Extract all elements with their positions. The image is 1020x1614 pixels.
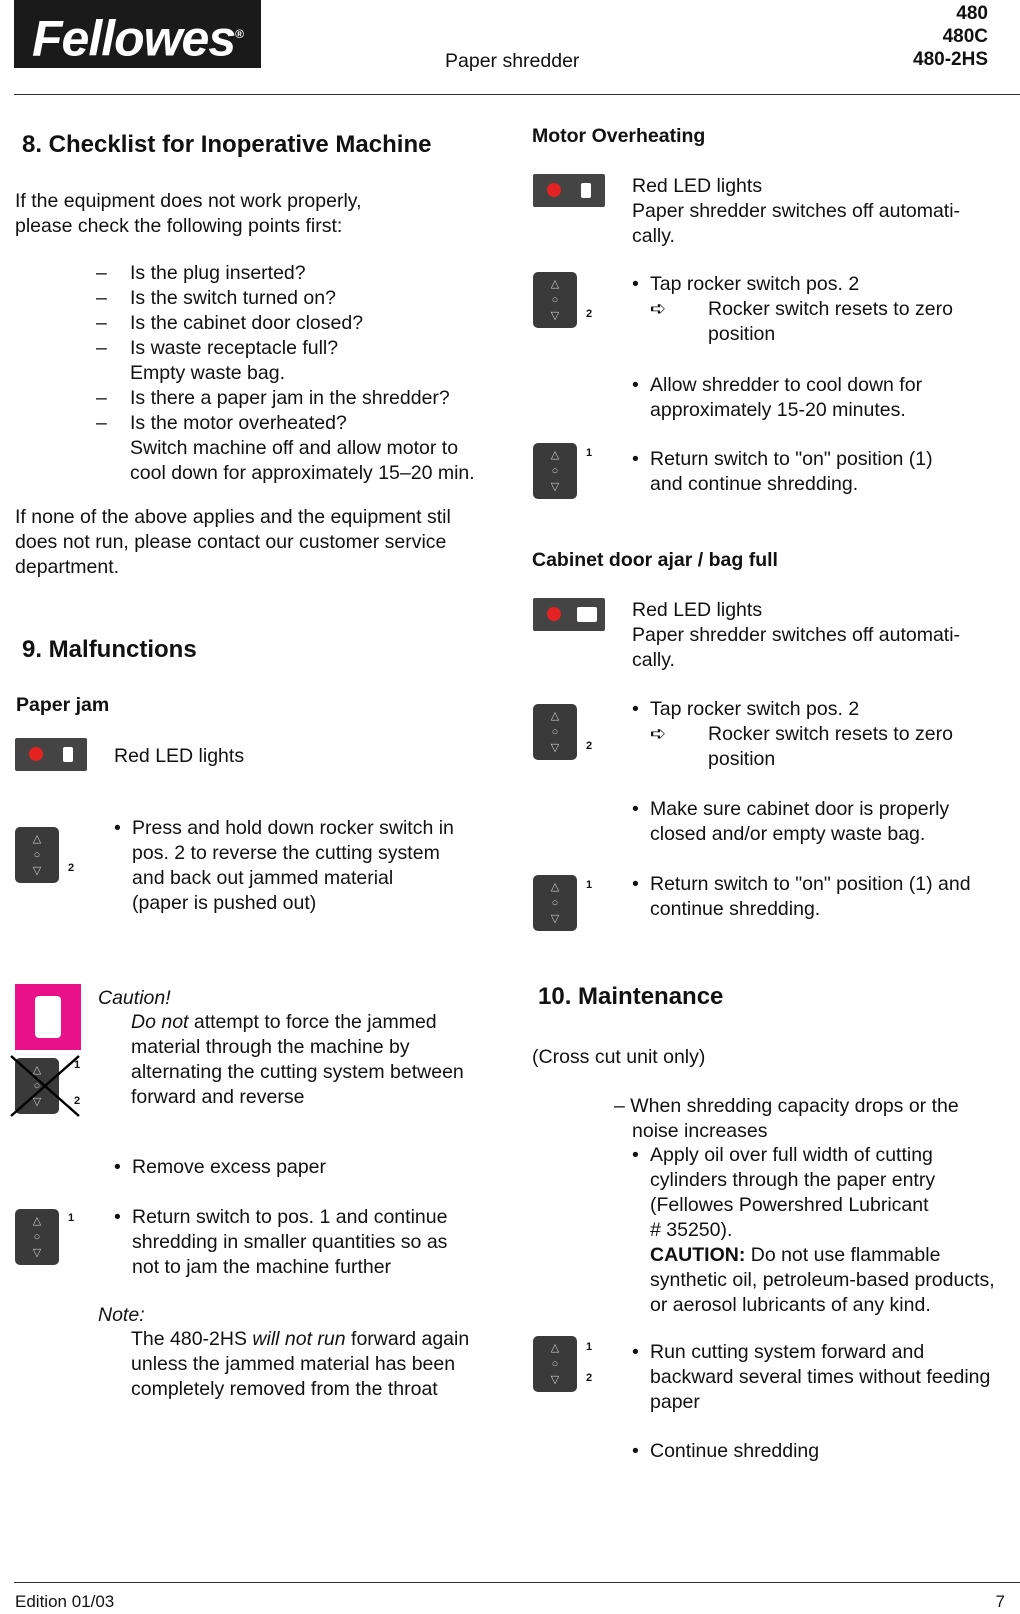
checklist-item: – Is the switch turned on? xyxy=(96,287,336,309)
switch-position-label: 1 xyxy=(586,447,593,459)
checklist-item: Empty waste bag. xyxy=(130,362,285,384)
rocker-switch-icon: △ ○ ▽ xyxy=(15,1058,59,1114)
note-title: Note: xyxy=(98,1304,145,1326)
checklist-item: – Is there a paper jam in the shredder? xyxy=(96,387,450,409)
paper-jam-step-3: • Return switch to pos. 1 and continue shredding in smaller quantities so as not to jam the machine further xyxy=(114,1206,448,1278)
rocker-switch-icon: △ ○ ▽ xyxy=(533,875,577,931)
model-list xyxy=(913,2,988,71)
fellowes-logo: Fellowes® xyxy=(14,0,261,68)
caution-title: Caution! xyxy=(98,987,171,1009)
caution-hand-icon xyxy=(15,984,81,1050)
checklist-item: Switch machine off and allow motor to xyxy=(130,437,459,459)
checklist-item: – Is the cabinet door closed? xyxy=(96,312,364,334)
model: 480-2HS xyxy=(913,49,988,70)
model: 480 xyxy=(956,3,988,24)
motor-step-1: • Tap rocker switch pos. 2 ➪ Rocker switch resets to zero position xyxy=(632,273,953,345)
crossed-out-icon xyxy=(9,1054,83,1118)
footer-rule xyxy=(14,1582,1020,1583)
led-panel-icon xyxy=(533,598,605,631)
arrow-right-icon: ➪ xyxy=(650,723,667,745)
cabinet-led-text: Red LED lights Paper shredder switches off automati- cally. xyxy=(632,599,961,671)
paper-jam-step-2: • Remove excess paper xyxy=(114,1156,327,1178)
edition-label: Edition 01/03 xyxy=(15,1592,115,1611)
checklist-item: – Is waste receptacle full? xyxy=(96,337,339,359)
switch-position-label: 2 xyxy=(68,862,75,874)
checklist xyxy=(96,261,475,486)
motor-overheating-title: Motor Overheating xyxy=(532,125,706,147)
motor-heat-icon xyxy=(581,183,591,198)
red-led-icon xyxy=(547,183,561,197)
led-panel-icon xyxy=(533,174,605,207)
rocker-switch-icon: △ ○ ▽ xyxy=(15,1209,59,1265)
cross-cut-note: (Cross cut unit only) xyxy=(532,1046,706,1068)
red-led-icon xyxy=(29,747,43,761)
cabinet-step-3: • Return switch to "on" position (1) and continue shredding. xyxy=(632,873,971,920)
rocker-switch-icon: △ ○ ▽ xyxy=(15,827,59,883)
rocker-switch-icon: △ ○ ▽ xyxy=(533,704,577,760)
cabinet-step-2: • Make sure cabinet door is properly closed and/or empty waste bag. xyxy=(632,798,950,845)
maintenance-when: – When shredding capacity drops or the noise increases xyxy=(614,1095,959,1142)
motor-step-3: • Return switch to "on" position (1) and continue shredding. xyxy=(632,448,933,495)
section-8-outro: If none of the above applies and the equipment stil does not run, please contact our customer service department. xyxy=(15,506,451,578)
page-number: 7 xyxy=(995,1592,1005,1611)
note-text: The 480-2HS will not run forward again unless the jammed material has been completely removed from the throat xyxy=(131,1328,470,1400)
cabinet-door-icon xyxy=(577,607,597,622)
cabinet-step-1: • Tap rocker switch pos. 2 ➪ Rocker switch resets to zero position xyxy=(632,698,953,770)
checklist-item: cool down for approximately 15–20 min. xyxy=(130,462,475,484)
checklist-item: – Is the motor overheated? xyxy=(96,412,347,434)
section-8-heading: 8. Checklist for Inoperative Machine xyxy=(22,131,432,158)
switch-position-label: 1 xyxy=(68,1212,75,1224)
header-rule xyxy=(14,94,1020,95)
switch-position-label: 2 xyxy=(586,308,593,320)
switch-position-label: 1 xyxy=(586,879,593,891)
arrow-right-icon: ➪ xyxy=(650,298,667,320)
maintenance-continue-step: • Continue shredding xyxy=(632,1440,820,1462)
rocker-switch-icon: △ ○ ▽ xyxy=(533,272,577,328)
section-10-heading: 10. Maintenance xyxy=(538,983,724,1010)
model: 480C xyxy=(942,26,988,47)
caution-text: Do not attempt to force the jammed material through the machine by alternating the cutting system between forward and reverse xyxy=(131,1011,464,1108)
maintenance-oil-step: • Apply oil over full width of cutting cylinders through the paper entry (Fellowes Powershred Lubricant # 35250). CAUTION: Do not use flammable synthetic oil, petroleum-based products, or aerosol lubricants of any kind. xyxy=(632,1144,995,1316)
section-9-heading: 9. Malfunctions xyxy=(22,636,197,663)
switch-position-label: 2 xyxy=(586,740,593,752)
switch-position-label: 2 xyxy=(586,1372,593,1384)
led-panel-icon xyxy=(15,738,87,771)
switch-position-label: 1 xyxy=(74,1059,81,1071)
checklist-item: – Is the plug inserted? xyxy=(96,262,306,284)
rocker-switch-icon: △ ○ ▽ xyxy=(533,1336,577,1392)
maintenance-run-step: • Run cutting system forward and backward several times without feeding paper xyxy=(632,1341,991,1413)
rocker-switch-icon: △ ○ ▽ xyxy=(533,443,577,499)
section-8-intro: If the equipment does not work properly, please check the following points first: xyxy=(15,190,362,237)
cabinet-door-title: Cabinet door ajar / bag full xyxy=(532,549,778,571)
motor-led-text: Red LED lights Paper shredder switches off automati- cally. xyxy=(632,175,961,247)
red-led-icon xyxy=(547,607,561,621)
paper-jam-icon xyxy=(63,747,73,762)
paper-jam-led: Red LED lights xyxy=(114,745,245,767)
paper-jam-step-1: • Press and hold down rocker switch in pos. 2 to reverse the cutting system and back out jammed material (paper is pushed out) xyxy=(114,817,454,914)
switch-position-label: 2 xyxy=(74,1095,81,1107)
paper-jam-title: Paper jam xyxy=(16,694,110,716)
motor-step-2: • Allow shredder to cool down for approximately 15-20 minutes. xyxy=(632,374,923,421)
switch-position-label: 1 xyxy=(586,1341,593,1353)
document-title: Paper shredder xyxy=(445,50,580,72)
